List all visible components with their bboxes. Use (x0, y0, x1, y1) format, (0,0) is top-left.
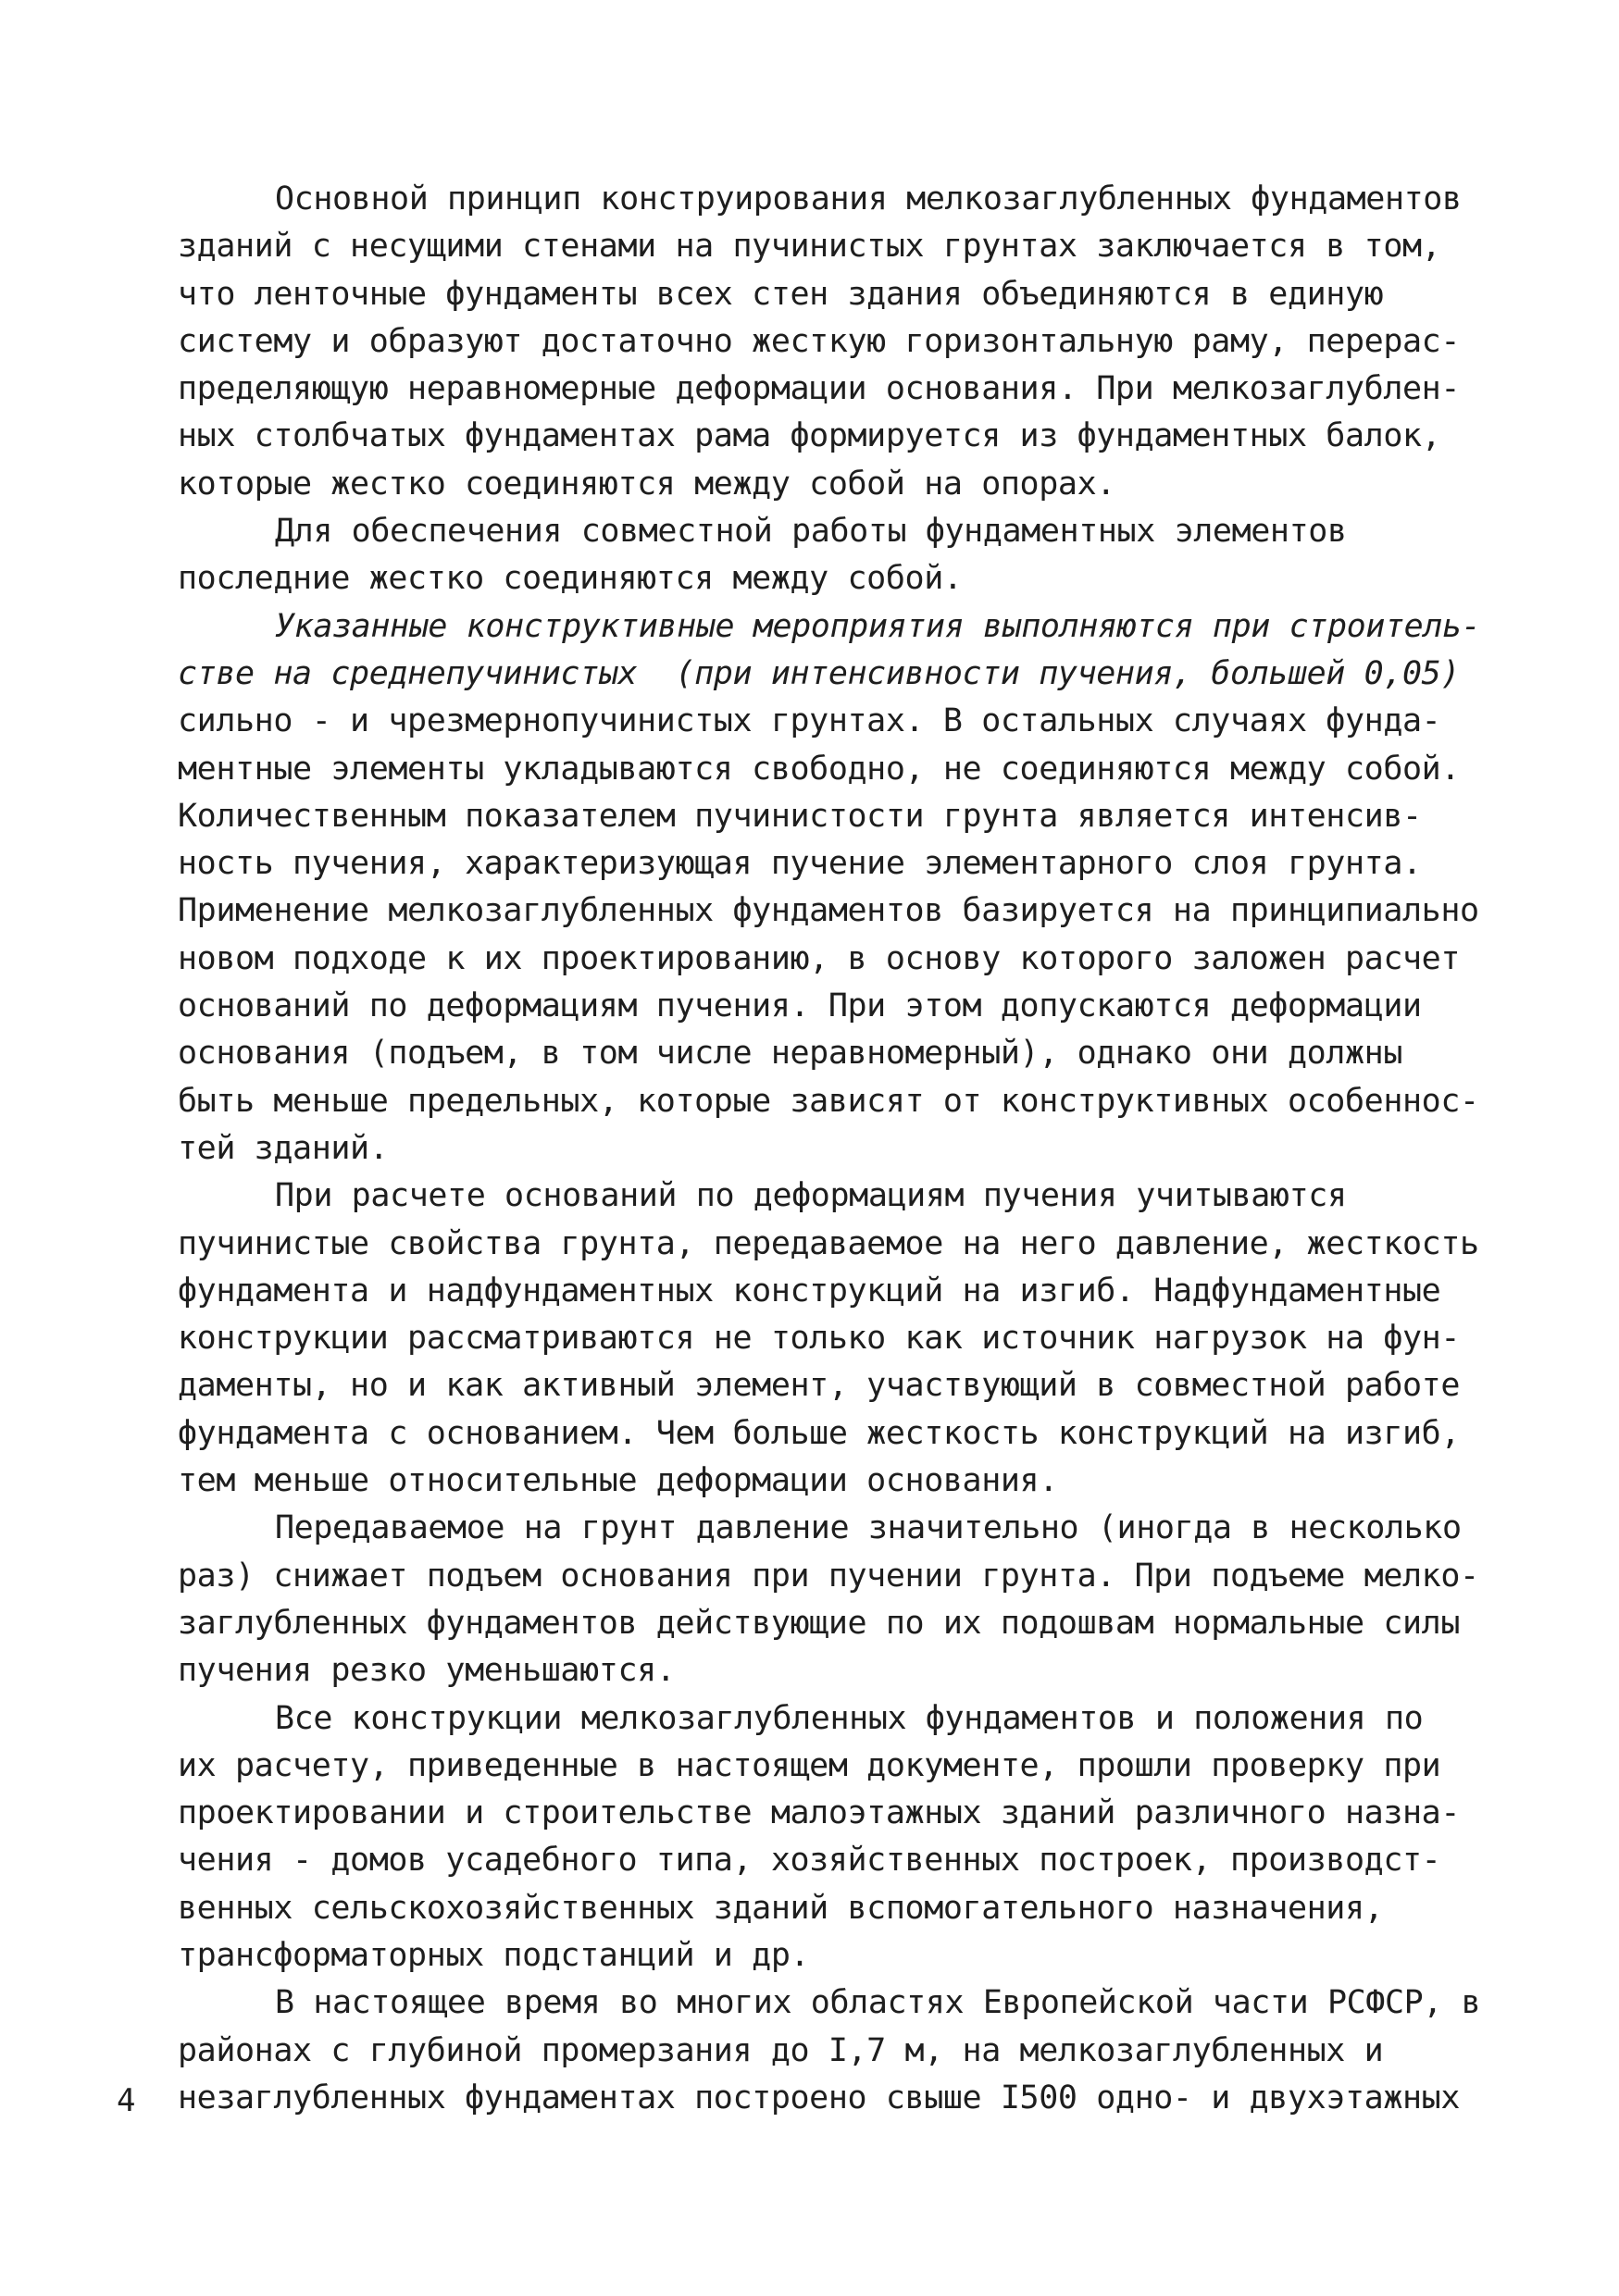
text-line: чения - домов усадебного типа, хозяйственных построек, производст- (178, 1842, 1441, 1880)
text-line: основания (подъем, в том числе неравномерный), однако они должны (178, 1035, 1402, 1073)
text-line: ность пучения, характеризующая пучение элементарного слоя грунта. (178, 845, 1422, 883)
text-line: даменты, но и как активный элемент, участвующий в совместной работе (178, 1367, 1461, 1405)
text-line: последние жестко соединяются между собой. (178, 560, 963, 598)
text-line: ных столбчатых фундаментах рама формируется из фундаментных балок, (178, 417, 1441, 455)
text-line: районах с глубиной промерзания до I,7 м, на мелкозаглубленных и (178, 2031, 1384, 2069)
text-line: зданий с несущими стенами на пучинистых грунтах заключается в том, (178, 228, 1441, 266)
text-line: которые жестко соединяются между собой на опорах. (178, 465, 1115, 503)
text-line: фундамента с основанием. Чем больше жесткость конструкций на изгиб, (178, 1414, 1461, 1452)
text-line: что ленточные фундаменты всех стен здания объединяются в единую (178, 275, 1384, 313)
text-line: быть меньше предельных, которые зависят от конструктивных особеннос- (178, 1082, 1479, 1120)
text-line: фундамента и надфундаментных конструкций на изгиб. Надфундаментные (178, 1272, 1441, 1309)
text-line: тем меньше относительные деформации основания. (178, 1462, 1058, 1500)
text-line: венных сельскохозяйственных зданий вспомогательного назначения, (178, 1889, 1384, 1927)
text-line: раз) снижает подъем основания при пучении грунта. При подъеме мелко- (178, 1557, 1479, 1595)
text-line: Указанные конструктивные мероприятия выполняются при строитель- (275, 607, 1481, 645)
text-line: новом подходе к их проектированию, в основу которого заложен расчет (178, 939, 1461, 977)
text-line: оснований по деформациям пучения. При этом допускаются деформации (178, 987, 1422, 1025)
text-line: Передаваемое на грунт давление значительно (иногда в несколько (275, 1509, 1462, 1547)
text-line: Применение мелкозаглубленных фундаментов базируется на принципиально (178, 892, 1479, 930)
text-line: пределяющую неравномерные деформации основания. При мелкозаглублен- (178, 370, 1461, 408)
text-line: ментные элементы укладываются свободно, не соединяются между собой. (178, 750, 1461, 788)
body-text (178, 176, 1511, 2122)
text-line: Для обеспечения совместной работы фундаментных элементов (275, 513, 1347, 551)
text-line: В настоящее время во многих областях Европейской части РСФСР, в (275, 1984, 1481, 2022)
text-line: сильно - и чрезмернопучинистых грунтах. В остальных случаях фунда- (178, 702, 1441, 740)
text-line: При расчете оснований по деформациям пучения учитываются (275, 1177, 1347, 1215)
text-line: трансформаторных подстанций и др. (178, 1936, 810, 1974)
page-number: 4 (117, 2082, 136, 2119)
text-line: Все конструкции мелкозаглубленных фундаментов и положения по (275, 1699, 1424, 1737)
text-line: пучинистые свойства грунта, передаваемое на него давление, жесткость (178, 1224, 1479, 1262)
text-line: проектировании и строительстве малоэтажных зданий различного назна- (178, 1794, 1461, 1832)
text-line: заглубленных фундаментов действующие по их подошвам нормальные силы (178, 1604, 1461, 1642)
text-line: Основной принцип конструирования мелкозаглубленных фундаментов (275, 180, 1462, 217)
text-line: Количественным показателем пучинистости грунта является интенсив- (178, 797, 1422, 835)
text-line: тей зданий. (178, 1129, 389, 1167)
text-line: конструкции рассматриваются не только как источник нагрузок на фун- (178, 1320, 1461, 1358)
text-line: систему и образуют достаточно жесткую горизонтальную раму, перерас- (178, 322, 1461, 360)
text-line: незаглубленных фундаментах построено свыше I500 одно- и двухэтажных (178, 2079, 1461, 2116)
text-line: пучения резко уменьшаются. (178, 1652, 676, 1690)
text-line: стве на среднепучинистых (при интенсивности пучения, большей 0,05) (178, 654, 1461, 692)
text-line: их расчету, приведенные в настоящем документе, прошли проверку при (178, 1746, 1441, 1784)
